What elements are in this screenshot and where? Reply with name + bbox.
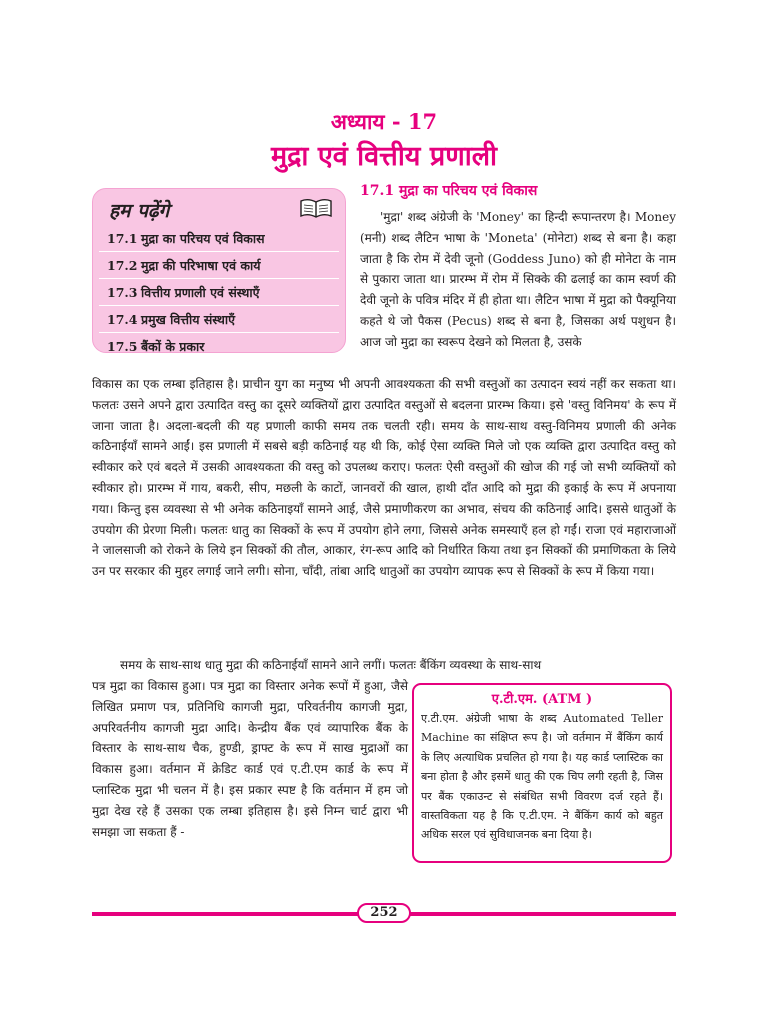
outline-item-number: 17.3 — [107, 285, 138, 300]
intro-paragraph: 'मुद्रा' शब्द अंग्रेजी के 'Money' का हिन्दी रूपान्तरण है। Money (मनी) शब्द लैटिन भाषा के 'Moneta' (मोनेटा) शब्द से बना है। कहा जाता है कि रोम में देवी जूनो (Goddess Juno) को ही मोनेटा के नाम से पुकारा जाता था। प्रारम्भ में रोम में सिक्के की ढलाई का काम स्वर्ण की देवी जूनो के पवित्र मंदिर में ही होता था। लैटिन भाषा में मुद्रा को पैक्यूनिया कहते थे जो पैकस (Pecus) शब्द से बना है, जिसका अर्थ पशुधन है। आज जो मुद्रा का स्वरूप देखने को मिलता है, उसके — [360, 210, 676, 349]
outline-item-label: मुद्रा का परिचय एवं विकास — [141, 231, 265, 246]
learning-outline-heading: हम पढ़ेंगे — [109, 200, 170, 222]
outline-item-number: 17.2 — [107, 258, 138, 273]
outline-item — [99, 227, 339, 252]
outline-item — [99, 281, 339, 306]
history-paragraph: विकास का एक लम्बा इतिहास है। प्राचीन युग का मनुष्य भी अपनी आवश्यकता की सभी वस्तुओं का उत्पादन स्वयं नहीं कर सकता था। फलतः उसने अपने द्वारा उत्पादित वस्तु का दूसरे व्यक्तियों द्वारा उत्पादित वस्तुओं से बदलना प्रारम्भ किया। इसे 'वस्तु विनिमय' के रूप में जाना जाता है। अदला-बदली की यह प्रणाली काफी समय तक चलती रही। समय के साथ-साथ वस्तु-विनिमय प्रणाली की अनेक कठिनाईयाँ सामने आईं। इस प्रणाली में सबसे बड़ी कठिनाई यह थी कि, कोई ऐसा व्यक्ति मिले जो एक व्यक्ति द्वारा उत्पादित वस्तु को स्वीकार करे एवं बदले में उसकी आवश्यकता की वस्तु को उपलब्ध कराए। फलतः ऐसी वस्तुओं की खोज की गई जो सभी व्यक्तियों को स्वीकार हो। प्रारम्भ में गाय, बकरी, सीप, मछली के काटों, जानवरों की खाल, हाथी दाँत आदि को मुद्रा की इकाई के रूप में अपनाया गया। किन्तु इस व्यवस्था से भी अनेक कठिनाइयाँ सामने आई, जैसे प्रमाणीकरण का अभाव, संचय की कठिनाई आदि। इससे धातुओं के उपयोग की प्रेरणा मिली। फलतः धातु का सिक्कों के रूप में उपयोग होने लगा, जिससे अनेक समस्याएँ हल हो गईं। राजा एवं महाराजाओं ने जालसाजी को रोकने के लिये इन सिक्कों की तौल, आकार, रंग-रूप आदि को निर्धारित किया तथा इन सिक्कों की प्रमाणिकता के लिये उन पर सरकार की मुहर लगाई जाने लगी। सोना, चाँदी, तांबा आदि धातुओं का उपयोग व्यापक रूप से सिक्कों के रूप में किया गया। — [92, 377, 676, 579]
outline-item-number: 17.1 — [107, 231, 138, 246]
outline-item-label: बैंकों के प्रकार — [141, 339, 205, 354]
learning-outline-box — [92, 188, 346, 353]
atm-info-title: ए.टी.एम. (ATM ) — [491, 692, 593, 707]
atm-info-text: ए.टी.एम. अंग्रेजी भाषा के शब्द Automated Teller Machine का संक्षिप्त रूप है। जो वर्तमान में बैंकिंग कार्य के लिए अत्याधिक प्रचलित हो गया है। यह कार्ड प्लास्टिक का बना होता है और इसमें धातु की एक चिप लगी रहती है, जिस पर बैंक एकाउन्ट से संबंधित सभी विवरण दर्ज रहते हैं। वास्तविकता यह है कि ए.टी.एम. ने बैंकिंग कार्य को बहुत अधिक सरल एवं सुविधाजनक बना दिया है। — [421, 712, 663, 842]
chapter-number: अध्याय - 17 — [330, 109, 438, 134]
paper-money-paragraph: पत्र मुद्रा का विकास हुआ। पत्र मुद्रा का विस्तार अनेक रूपों में हुआ, जैसे लिखित प्रमाण पत्र, प्रतिनिधि कागजी मुद्रा, परिवर्तनीय कागजी मुद्रा, अपरिवर्तनीय कागजी मुद्रा आदि। केन्द्रीय बैंक एवं व्यापारिक बैंक के विस्तार के साथ-साथ चैक, हुण्डी, ड्राफ्ट के रूप में साख मुद्राओं का विकास हुआ। वर्तमान में क्रेडिट कार्ड एवं ए.टी.एम कार्ड के रूप में प्लास्टिक मुद्रा भी चलन में है। इस प्रकार स्पष्ट है कि वर्तमान में हम जो मुद्रा देख रहे हैं उसका एक लम्बा इतिहास है। इसे निम्न चार्ट द्वारा भी समझा जा सकता हैं - — [92, 679, 408, 839]
outline-item-label: वित्तीय प्रणाली एवं संस्थाएँ — [141, 285, 260, 300]
outline-item-number: 17.4 — [107, 312, 138, 327]
outline-item-label: प्रमुख वित्तीय संस्थाएँ — [141, 312, 236, 327]
outline-item — [99, 308, 339, 333]
outline-item-label: मुद्रा की परिभाषा एवं कार्य — [141, 258, 261, 273]
outline-item — [99, 254, 339, 279]
outline-item-number: 17.5 — [107, 339, 138, 354]
outline-item — [99, 335, 339, 359]
banking-paragraph: समय के साथ-साथ धातु मुद्रा की कठिनाईयाँ सामने आने लगीं। फलतः बैंकिंग व्यवस्था के साथ-साथ — [120, 658, 542, 672]
chapter-title: मुद्रा एवं वित्तीय प्रणाली — [270, 141, 498, 172]
atm-info-box — [412, 683, 672, 863]
learning-outline-list — [93, 227, 345, 361]
page-number: 252 — [357, 903, 411, 923]
section-heading: 17.1 मुद्रा का परिचय एवं विकास — [360, 183, 538, 199]
open-book-icon — [299, 197, 333, 219]
